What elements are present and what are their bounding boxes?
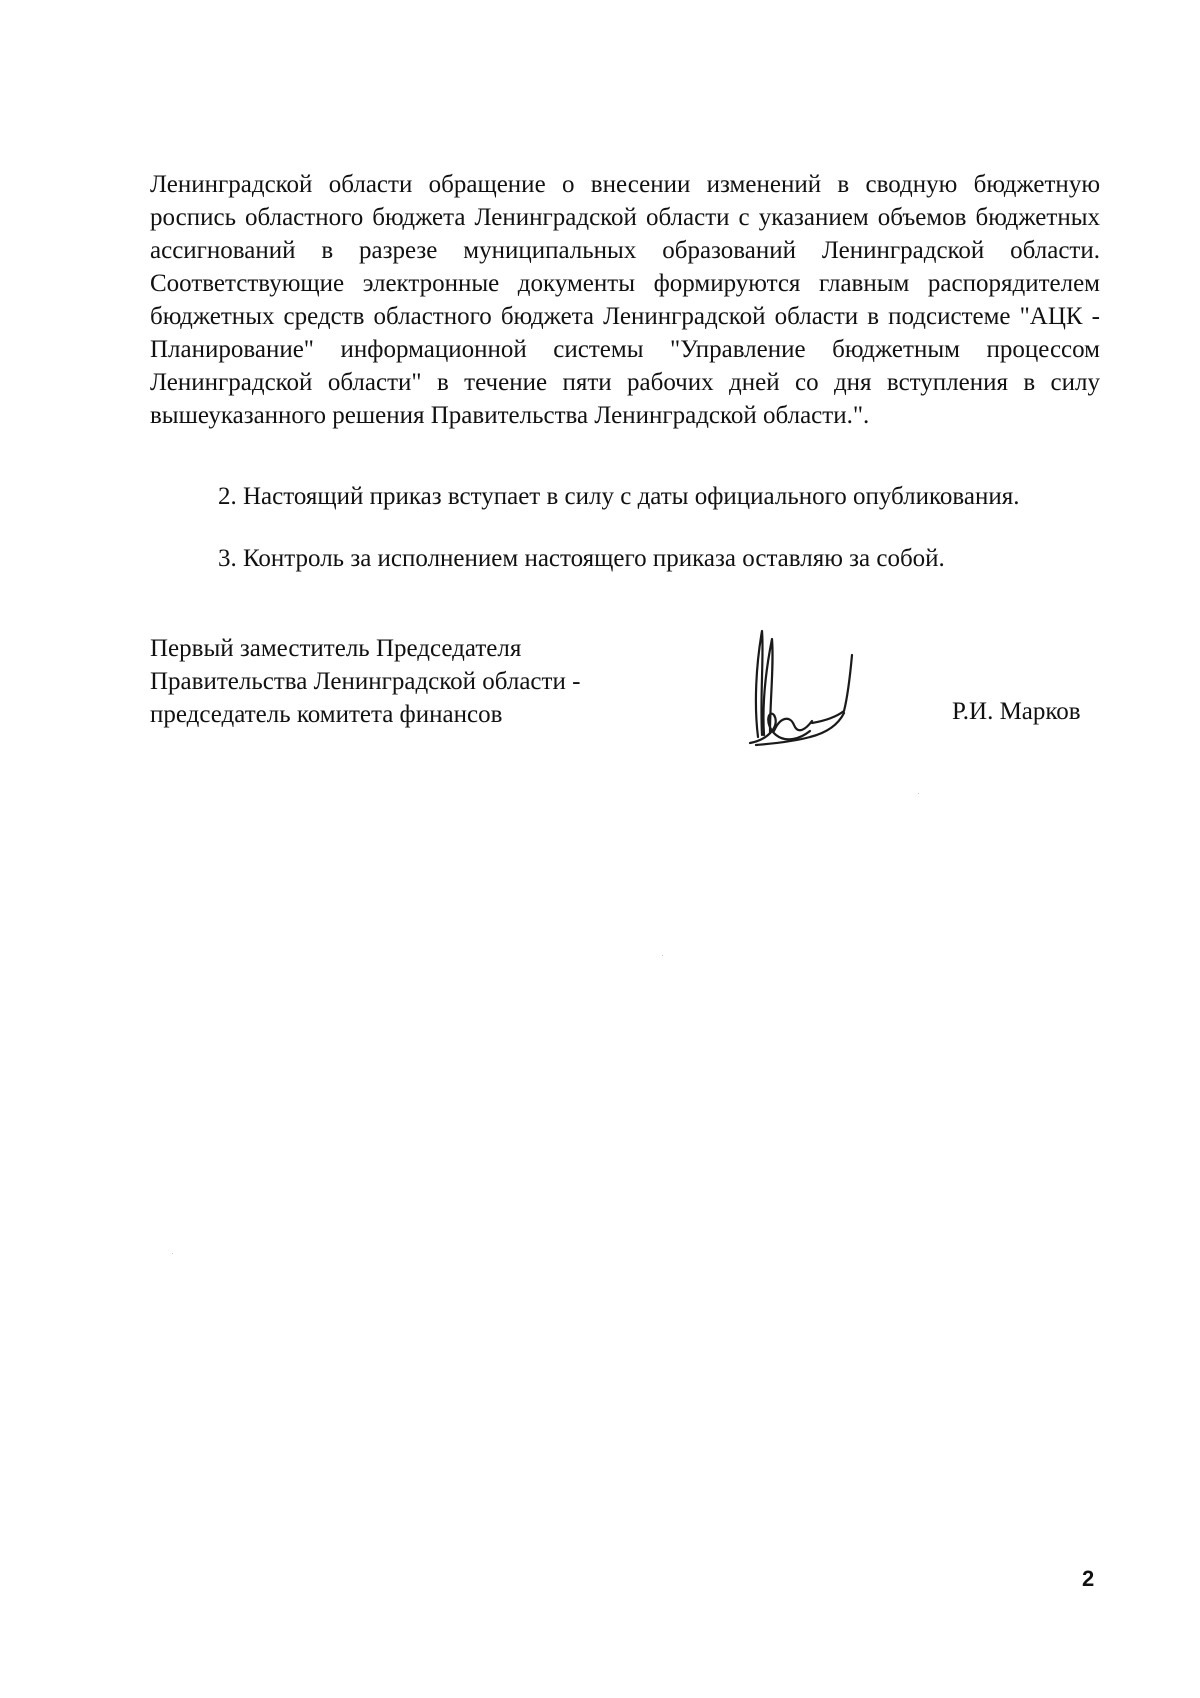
signatory-position-line-2: Правительства Ленинградской области - xyxy=(150,668,581,695)
clause-3: 3. Контроль за исполнением настоящего приказа оставляю за собой. xyxy=(218,545,945,572)
scan-speck xyxy=(172,1253,173,1254)
clause-2: 2. Настоящий приказ вступает в силу с даты официального опубликования. xyxy=(218,483,1020,510)
scan-speck xyxy=(662,955,663,956)
signatory-position xyxy=(150,632,580,731)
body-paragraph: Ленинградской области обращение о внесении изменений в сводную бюджетную роспись областного бюджета Ленинградской области с указанием объемов бюджетных ассигнований в разрезе муниципальных образований Ленинградской области. Соответствующие электронные документы формируются главным распорядителем бюджетных средств областного бюджета Ленинградской области в подсистеме "АЦК - Планирование" информационной системы "Управление бюджетным процессом Ленинградской области" в течение пяти рабочих дней со дня вступления в силу вышеуказанного решения Правительства Ленинградской области.". xyxy=(150,171,1100,429)
scan-speck xyxy=(918,793,919,794)
signatory-name: Р.И. Марков xyxy=(952,698,1081,725)
signatory-position-line-1: Первый заместитель Председателя xyxy=(150,635,522,662)
handwritten-signature xyxy=(740,625,860,750)
page-number: 2 xyxy=(1082,1566,1095,1591)
signatory-position-line-3: председатель комитета финансов xyxy=(150,701,503,728)
